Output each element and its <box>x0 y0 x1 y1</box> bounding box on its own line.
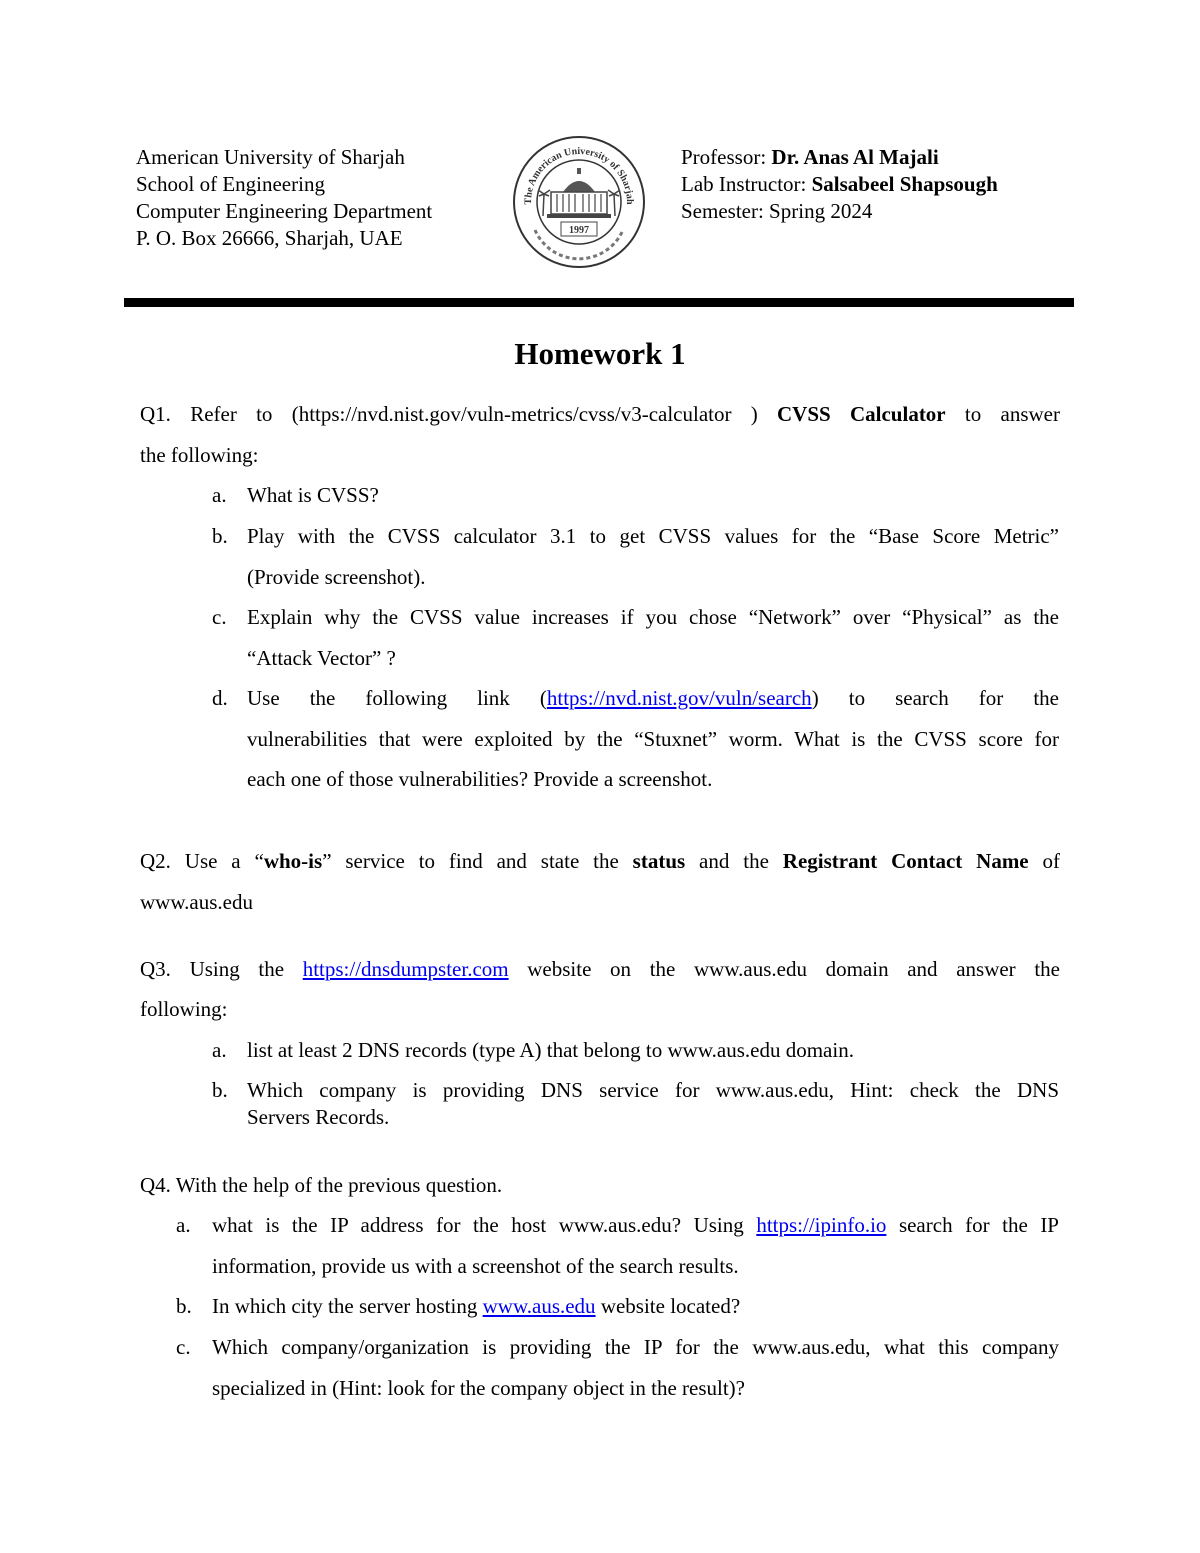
q4-c-label: c. <box>176 1335 191 1359</box>
q1-b-line1: Play with the CVSS calculator 3.1 to get CVSS values for the “Base Score Metric” <box>247 524 1059 548</box>
q1-d-line2: vulnerabilities that were exploited by the “Stuxnet” worm. What is the CVSS score for <box>247 727 1059 751</box>
q4-a-line1: what is the IP address for the host www.aus.edu? Using https://ipinfo.io search for the IP <box>212 1213 1059 1237</box>
q4-b-label: b. <box>176 1294 192 1318</box>
instructor-name: Salsabeel Shapsough <box>811 172 998 196</box>
q1-intro: Q1. Refer to (https://nvd.nist.gov/vuln-metrics/cvss/v3-calculator ) CVSS Calculator to answer <box>140 402 1060 426</box>
professor-line: Professor: Dr. Anas Al Majali <box>681 145 939 169</box>
q4-intro: Q4. With the help of the previous question. <box>140 1173 503 1197</box>
q3-b-line1: Which company is providing DNS service for www.aus.edu, Hint: check the DNS <box>247 1078 1059 1102</box>
nvd-search-link[interactable]: https://nvd.nist.gov/vuln/search <box>546 686 812 710</box>
department-name: Computer Engineering Department <box>136 199 433 223</box>
page-title: Homework 1 <box>514 336 686 371</box>
q1-c-label: c. <box>212 605 227 629</box>
seal-text: The American University of Sharjah <box>522 145 636 205</box>
q1-a-text: What is CVSS? <box>247 483 379 507</box>
q3-line1: Q3. Using the https://dnsdumpster.com website on the www.aus.edu domain and answer the <box>140 957 1060 981</box>
q1-c-line1: Explain why the CVSS value increases if you chose “Network” over “Physical” as the <box>247 605 1059 629</box>
seal-year: 1997 <box>569 225 589 236</box>
q4-a-line2: information, provide us with a screenshot of the search results. <box>212 1254 739 1278</box>
q1-d-line1: Use the following link (https://nvd.nist.gov/vuln/search) to search for the <box>247 686 1059 710</box>
professor-name: Dr. Anas Al Majali <box>771 145 939 169</box>
ipinfo-link[interactable]: https://ipinfo.io <box>756 1213 887 1237</box>
q4-c-line2: specialized in (Hint: look for the company object in the result)? <box>212 1376 745 1400</box>
university-address <box>136 144 432 252</box>
school-name: School of Engineering <box>136 172 325 196</box>
q4-c-line1: Which company/organization is providing the IP for the www.aus.edu, what this company <box>212 1335 1059 1359</box>
university-seal <box>511 134 647 270</box>
course-staff <box>681 144 998 225</box>
aus-edu-link[interactable]: www.aus.edu <box>482 1294 596 1318</box>
q2-line2: www.aus.edu <box>140 890 253 914</box>
q1-d-label: d. <box>212 686 228 710</box>
q2-line1: Q2. Use a “who-is” service to find and state the status and the Registrant Contact Name of <box>140 849 1061 873</box>
q1-intro-line2: the following: <box>140 443 259 467</box>
q1-d-line3: each one of those vulnerabilities? Provide a screenshot. <box>247 767 713 791</box>
header-divider <box>124 298 1074 307</box>
q1-b-line2: (Provide screenshot). <box>247 565 426 589</box>
q3-a-label: a. <box>212 1038 227 1062</box>
q3-b-label: b. <box>212 1078 228 1102</box>
q3-line2: following: <box>140 997 228 1021</box>
dnsdumpster-link[interactable]: https://dnsdumpster.com <box>302 957 509 981</box>
q1-a-label: a. <box>212 483 227 507</box>
q1-b-label: b. <box>212 524 228 548</box>
po-box: P. O. Box 26666, Sharjah, UAE <box>136 226 403 250</box>
semester-line: Semester: Spring 2024 <box>681 199 873 223</box>
q4-a-label: a. <box>176 1213 191 1237</box>
instructor-line: Lab Instructor: Salsabeel Shapsough <box>681 172 998 196</box>
q3-a-text: list at least 2 DNS records (type A) that belong to www.aus.edu domain. <box>247 1038 854 1062</box>
university-name: American University of Sharjah <box>136 145 405 169</box>
q4-b-text: In which city the server hosting www.aus.edu website located? <box>212 1294 741 1318</box>
q1-c-line2: “Attack Vector” ? <box>247 646 396 670</box>
q3-b-line2: Servers Records. <box>247 1105 390 1129</box>
